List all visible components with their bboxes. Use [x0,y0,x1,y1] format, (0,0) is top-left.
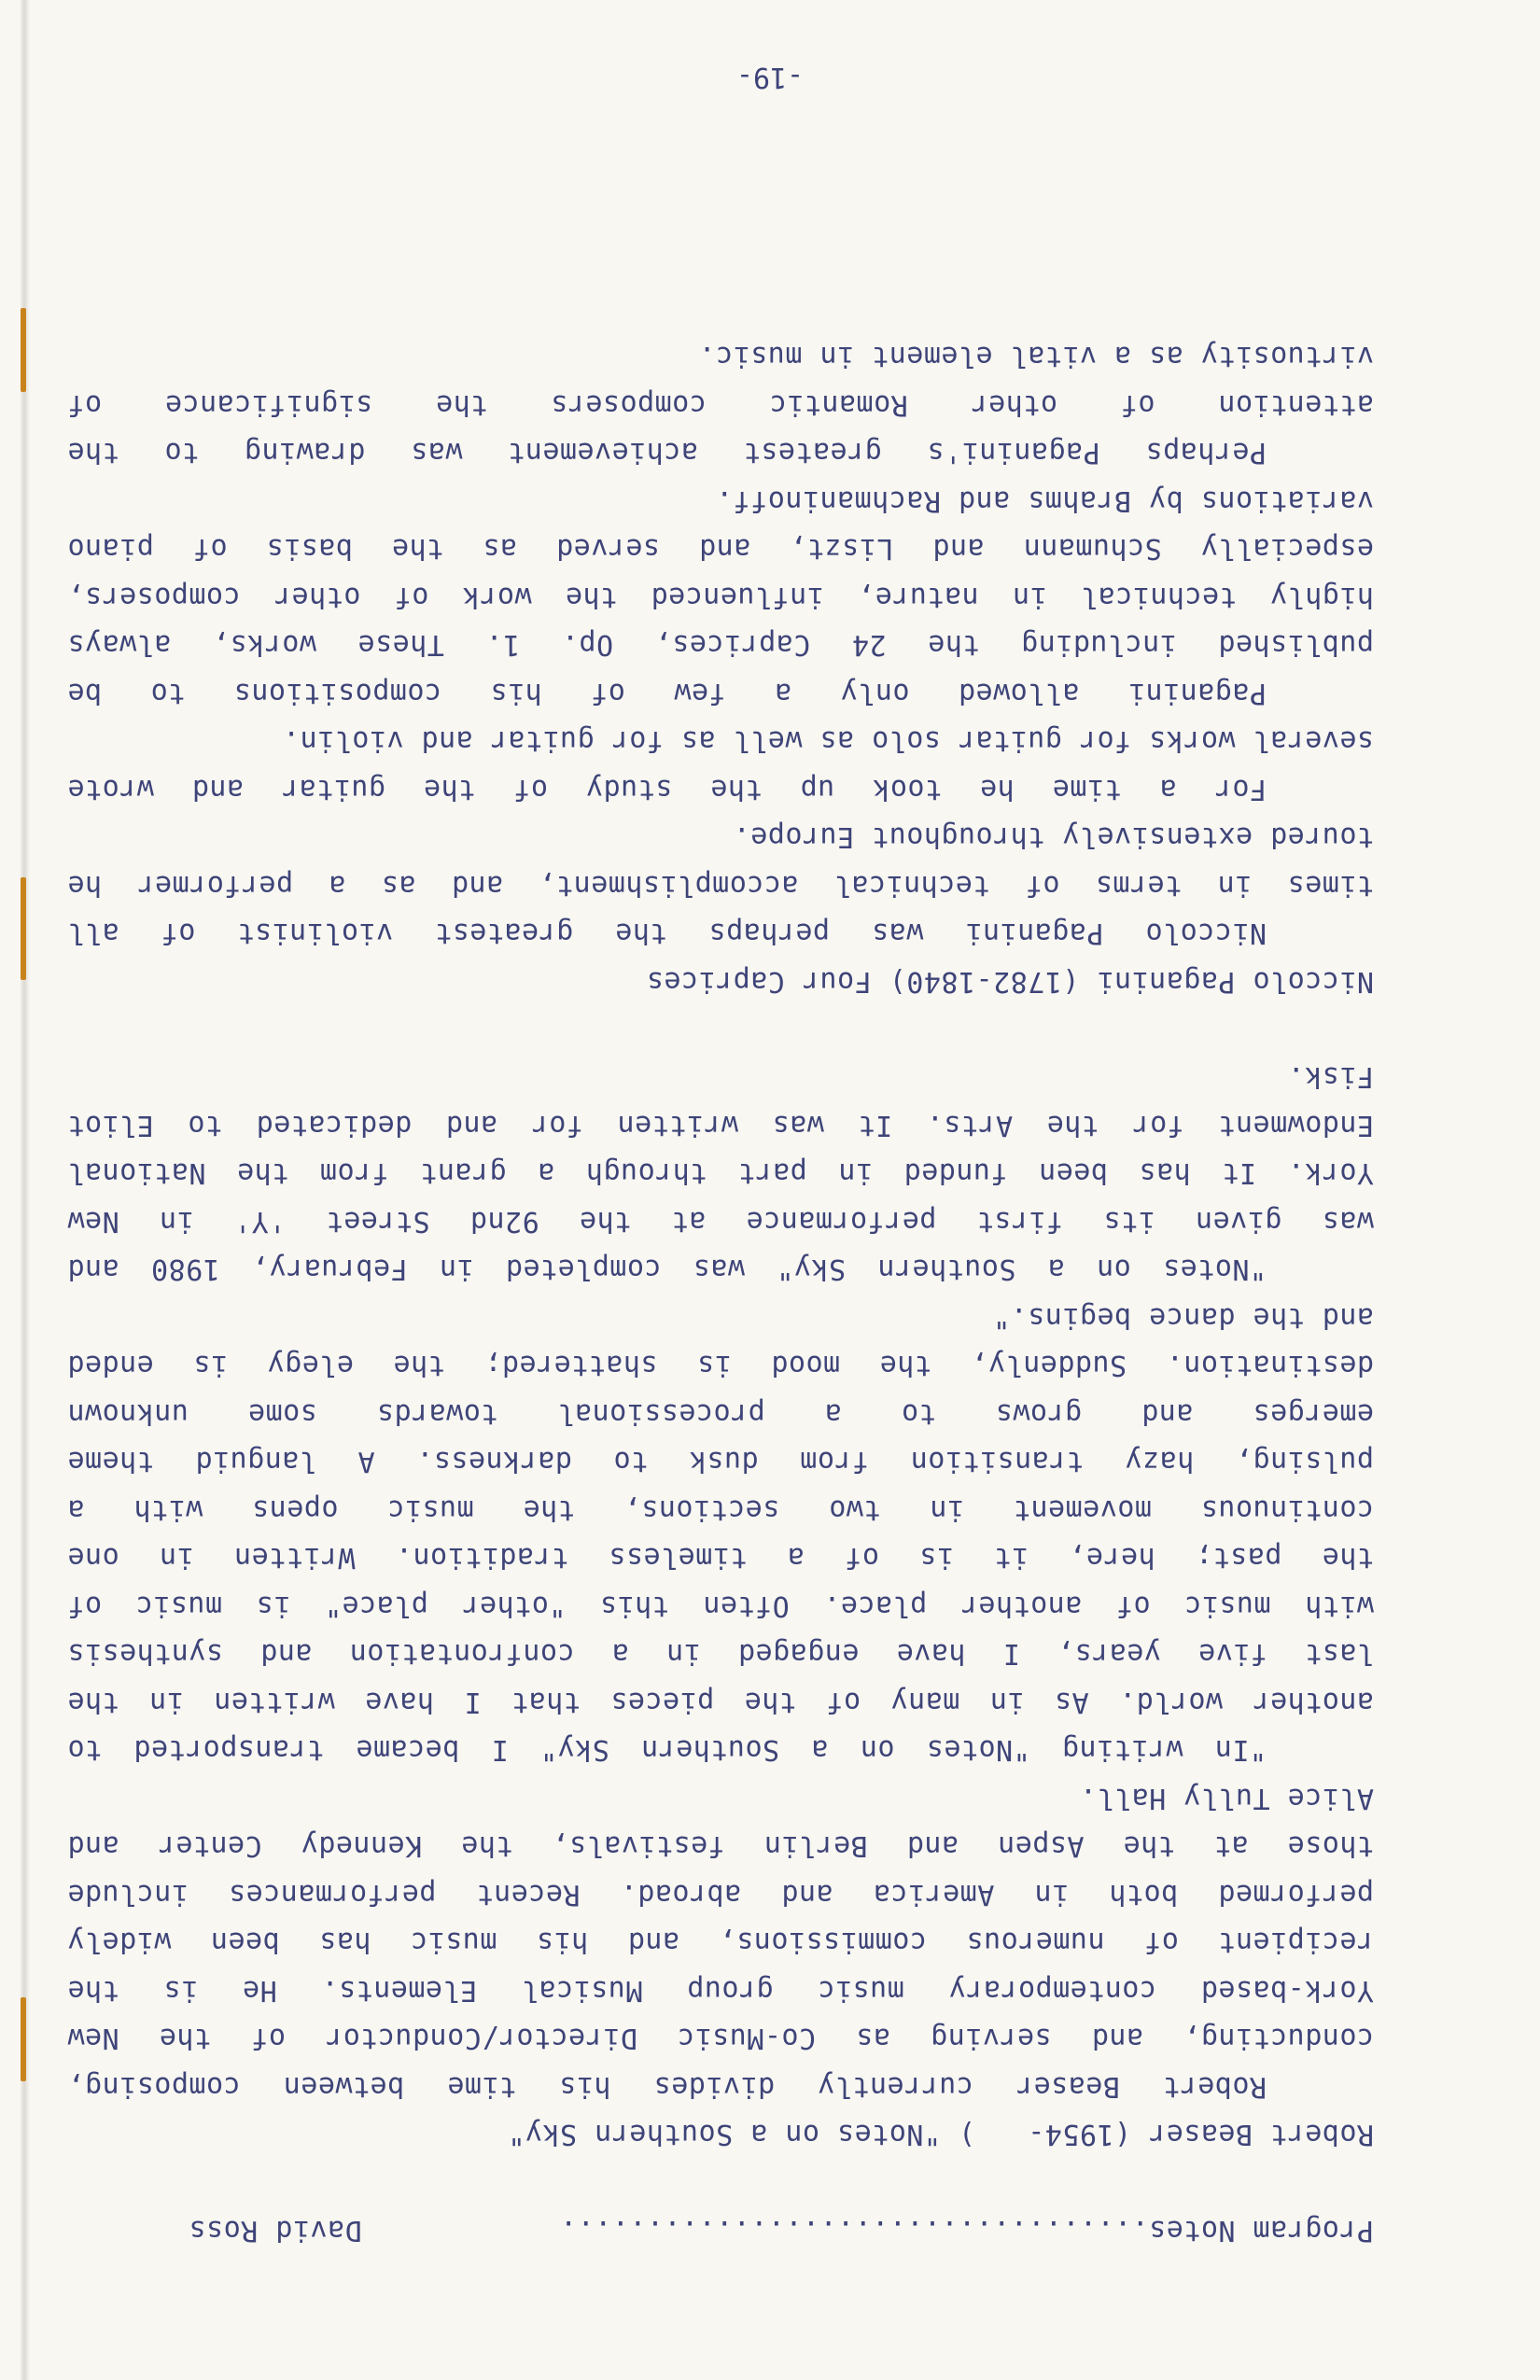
text-line: "Notes on a Southern Sky" was completed in February, 1980 and [67,1253,1267,1286]
text-line: Paganini allowed only a few of his compositions to be [67,677,1267,709]
text-line: Robert Beaser currently divides his time between composing, [67,2070,1267,2103]
text-line: recipient of numerous commissions, and his music has been widely [67,1925,1374,1959]
program-notes-body [67,332,1374,2254]
header-author: David Ross [189,2214,362,2247]
text-line: pulsing, hazy transition from dusk to darkness. A languid theme [67,1445,1374,1478]
text-line: conducting, and serving as Co-Music Director/Conductor of the New [67,2022,1374,2055]
staple-mark [21,877,26,980]
text-line: destination. Suddenly, the mood is shattered; the elegy is ended [67,1349,1374,1382]
paragraph-paganini-legacy [67,332,1374,477]
paragraph-beaser-bio [67,1774,1374,2111]
text-line: Endowment for the Arts. It was written for and dedicated to Eliot [67,1109,1374,1141]
paragraph-paganini-guitar [67,717,1374,813]
text-line: with music of another place. Often this "other place" is music of [67,1589,1374,1622]
text-line: performed both in America and abroad. Recent performances include [67,1878,1374,1911]
paragraph-beaser-quote [67,1294,1374,1774]
text-line: variations by Brahms and Rachmaninoff. [715,484,1374,517]
text-line: continuous movement in two sections, the music opens with a [67,1493,1374,1526]
text-line: highly technical in nature, influenced the work of other composers, [67,581,1374,613]
text-line: another world. As in many of the pieces that I have written in the [67,1686,1374,1718]
header-title: Program Notes.................................. [559,2214,1374,2247]
text-line: emerges and grows to a processional towards some unknown [67,1397,1374,1430]
text-line: attention of other Romantic composers the significance of [67,388,1374,421]
paragraph-beaser-premiere [67,1053,1374,1294]
entry-heading-paganini: Niccolo Paganini (1782-1840) Four Caprices [646,965,1374,998]
staple-mark [21,308,26,392]
text-line: the past; here, it is of a timeless tradition. Written in one [67,1541,1374,1575]
text-line: virtuosity as a vital element in music. [698,340,1374,373]
text-line: several works for guitar solo as well as for guitar and violin. [282,724,1374,758]
text-line: last five years, I have engaged in a confrontation and synthesis [67,1637,1374,1671]
text-line: For a time he took up the study of the guitar and wrote [67,773,1267,805]
paragraph-paganini-bio [67,813,1374,958]
text-line: "In writing "Notes on a Southern Sky" I became transported to [67,1733,1267,1767]
text-line: and the dance begins." [992,1301,1374,1334]
staple-mark [21,1997,26,2081]
text-line: published including the 24 Caprices, Op. 1. These works, always [67,628,1374,662]
text-line: those at the Aspen and Berlin festivals, the Kennedy Center and [67,1829,1374,1863]
text-line: York. It has been funded in part through a grant from the National [67,1156,1374,1190]
text-line: toured extensively throughout Europe. [733,820,1374,854]
text-line: especially Schumann and Liszt, and served as the basis of piano [67,532,1374,566]
text-line: Niccolo Paganini was perhaps the greatest violinist of all [67,917,1267,950]
text-line: York-based contemporary music group Musical Elements. He is the [67,1974,1374,2007]
paragraph-paganini-caprices [67,477,1374,718]
text-line: Alice Tully Hall. [1079,1782,1374,1814]
text-line: Perhaps Paganini's greatest achievement was drawing to the [67,436,1267,469]
text-line: was given its first performance at the 92nd Street 'Y' in New [67,1205,1374,1238]
text-line: times in terms of technical accomplishment, and as a performer he [67,869,1374,902]
entry-heading-beaser: Robert Beaser (1954- ) "Notes on a Southern Sky" [507,2118,1374,2151]
text-line: Fisk. [1287,1060,1374,1094]
program-notes-header [189,2206,1374,2255]
page-number: -19- [735,61,805,93]
